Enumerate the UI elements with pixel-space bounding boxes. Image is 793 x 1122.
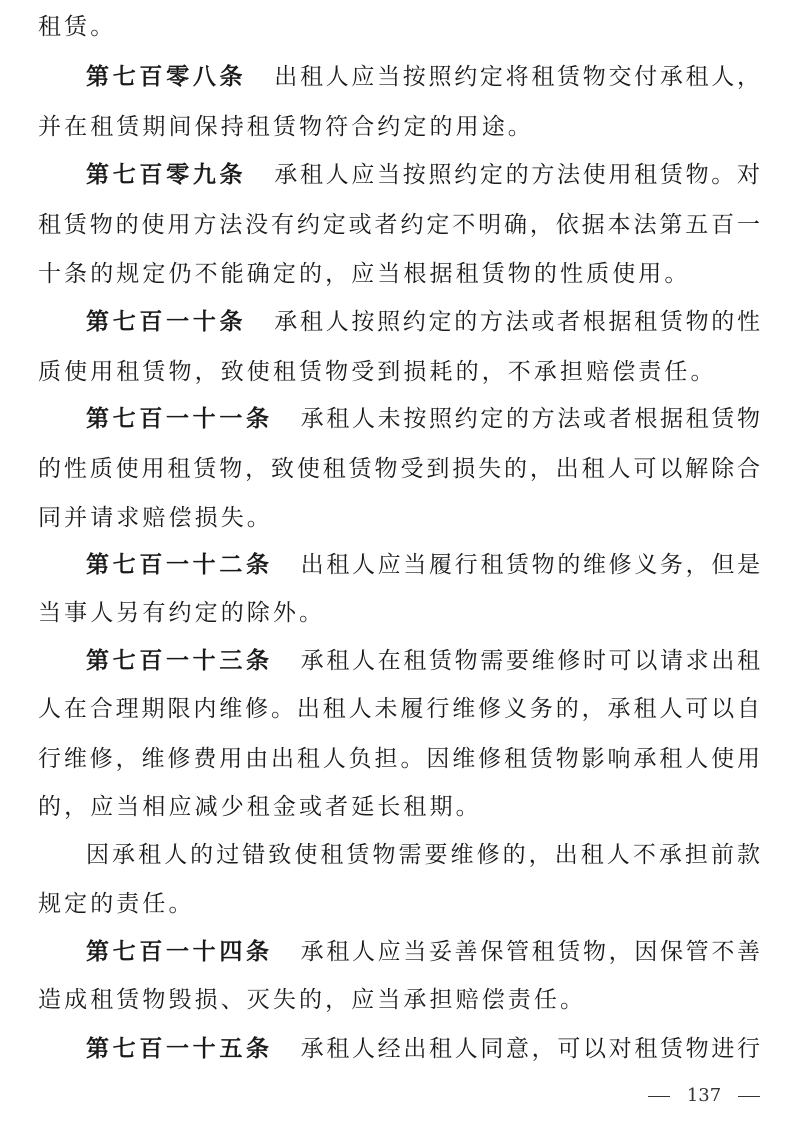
footer-dash-right xyxy=(738,1096,760,1097)
article-number: 第七百一十三条 xyxy=(86,648,273,674)
text-line: 租赁物的使用方法没有约定或者约定不明确，依据本法第五百一 xyxy=(38,212,760,238)
text-line: 租赁。 xyxy=(38,14,117,40)
article-number: 第七百零八条 xyxy=(86,64,247,90)
footer-dash-left xyxy=(648,1096,670,1097)
article-714-line-1: 第七百一十四条 承租人应当妥善保管租赁物，因保管不善 xyxy=(86,939,761,965)
article-number: 第七百一十二条 xyxy=(86,552,273,578)
text-line: 的性质使用租赁物，致使租赁物受到损失的，出租人可以解除合 xyxy=(38,456,760,482)
article-709-line-1: 第七百零九条 承租人应当按照约定的方法使用租赁物。对 xyxy=(86,162,761,188)
article-713-line-1: 第七百一十三条 承租人在租赁物需要维修时可以请求出租 xyxy=(86,648,761,674)
text-line: 当事人另有约定的除外。 xyxy=(38,600,326,626)
text-line: 造成租赁物毁损、灭失的，应当承担赔偿责任。 xyxy=(38,987,587,1013)
text-line: 人在合理期限内维修。出租人未履行维修义务的，承租人可以自 xyxy=(38,696,760,722)
article-711-line-1: 第七百一十一条 承租人未按照约定的方法或者根据租赁物 xyxy=(86,406,761,432)
text-line: 的，应当相应减少租金或者延长租期。 xyxy=(38,794,482,820)
article-715-line-1: 第七百一十五条 承租人经出租人同意，可以对租赁物进行 xyxy=(86,1036,761,1062)
article-number: 第七百一十四条 xyxy=(86,939,273,965)
text-line: 行维修，维修费用由出租人负担。因维修租赁物影响承租人使用 xyxy=(38,746,760,772)
text-line: 规定的责任。 xyxy=(38,891,195,917)
article-number: 第七百零九条 xyxy=(86,162,247,188)
article-712-line-1: 第七百一十二条 出租人应当履行租赁物的维修义务，但是 xyxy=(86,552,761,578)
text-line: 并在租赁期间保持租赁物符合约定的用途。 xyxy=(38,114,534,140)
article-710-line-1: 第七百一十条 承租人按照约定的方法或者根据租赁物的性 xyxy=(86,309,761,335)
text-line: 因承租人的过错致使租赁物需要维修的，出租人不承担前款 xyxy=(86,842,760,868)
article-number: 第七百一十条 xyxy=(86,309,247,335)
page-footer xyxy=(648,1082,760,1110)
text-line: 十条的规定仍不能确定的，应当根据租赁物的性质使用。 xyxy=(38,261,691,287)
article-number: 第七百一十一条 xyxy=(86,406,273,432)
article-number: 第七百一十五条 xyxy=(86,1036,273,1062)
page-number: 137 xyxy=(686,1085,722,1106)
text-line: 质使用租赁物，致使租赁物受到损耗的，不承担赔偿责任。 xyxy=(38,359,717,385)
text-line: 同并请求赔偿损失。 xyxy=(38,505,273,531)
article-708-line-1: 第七百零八条 出租人应当按照约定将租赁物交付承租人， xyxy=(86,64,761,90)
